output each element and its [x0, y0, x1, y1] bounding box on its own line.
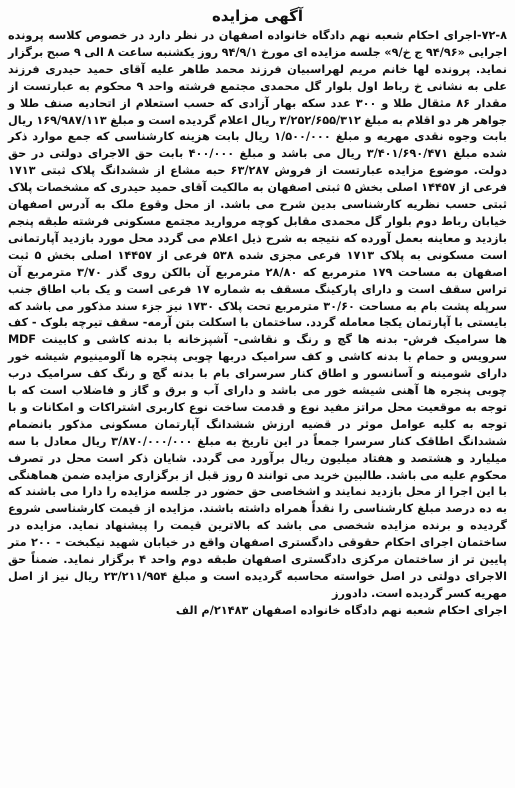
- notice-title: آگهی مزایده: [211, 7, 304, 25]
- notice-body: ۷۲-۸-اجرای احکام شعبه نهم دادگاه خانواده اصفهان در نظر دارد در خصوص کلاسه پرونده اجرایی «۹۴/۹۶ ج خ/۹» جلسه مزایده ای مورخ ۹۴/۹/۱ روز یکشنبه ساعت ۸ الی ۹ صبح برگزار نماید. پرونده لها خانم مریم لهراسبیان فرزند محمد طاهر علیه آقای حمید حیدری فرزند علی به نشانی خ رباط اول بلوار گل محمدی مجتمع فرشته واحد ۹ محکوم به عبارتست از مقدار ۸۶ مثقال طلا و ۳۰۰ عدد سکه بهار آزادی که حسب استعلام از اتحادیه صنف طلا و جواهر هر دو اقلام به مبلغ ۳/۲۵۲/۶۵۵/۳۱۲ ریال اعلام گردیده است و مبلغ ۱۶۹/۹۸۷/۱۱۳ ریال بابت وجوه نقدی مهریه و مبلغ ۱/۵۰۰/۰۰۰ ریال بابت هزینه کارشناسی که جمع موارد ذکر شده مبلغ ۳/۴۰۱/۶۹۰/۴۷۱ ریال می باشد و مبلغ ۴۰۰/۰۰۰ بابت حق الاجرای دولتی در حق دولت. موضوع مزایده عبارتست از فروش ۶۳/۲۸۷ حبه مشاع از ششدانگ پلاک ثبتی ۱۷۱۳ فرعی از ۱۴۴۵۷ اصلی بخش ۵ ثبتی اصفهان به مالکیت آقای حمید حیدری که مشخصات پلاک ثبتی حسب نظریه کارشناسی بدین شرح می باشد. از محل وقوع ملک به آدرس اصفهان خیابان رباط دوم بلوار گل محمدی مقابل کوچه مروارید مجتمع مسکونی فرشته طبقه پنجم بازدید و معاینه بعمل آورده که نتیجه به شرح ذیل اعلام می گردد محل مورد بازدید آپارتمانی است مسکونی به پلاک ۱۷۱۳ فرعی مجزی شده ۵۳۸ فرعی از ۱۴۴۵۷ اصلی بخش ۵ ثبت اصفهان به مساحت ۱۷۹ مترمربع که ۲۸/۸۰ مترمربع آن بالکن روی گذر ۳/۷۰ مترمربع آن تراس سقف است و دارای پارکینگ مسقف به شماره ۱۷ فرعی است و یک باب اطاق جنب سرپله پشت بام به مساحت ۳۰/۶۰ مترمربع تحت پلاک ۱۷۳۰ نیز جزء سند مذکور می باشد که بایستی با آپارتمان یکجا معامله گردد. ساختمان با اسکلت بتن آرمه- سقف تیرچه بلوک - کف ها سرامیک فرش- بدنه ها گچ و رنگ و نقاشی- آشپزخانه با بدنه کاشی و کابینت MDF سرویس و حمام با بدنه کاشی و کف سرامیک دربها چوبی پنجره ها آلومینیوم شیشه خور دارای شومینه و آسانسور و اطاق کنار سرسرای بام با بدنه گچ و رنگ کف سرامیک درب چوبی پنجره ها آهنی شیشه خور می باشد و دارای آب و برق و گاز و فاضلاب است که با توجه به موقعیت محل مراتز مفید نوع و قدمت ساخت نوع کاربری اشتراکات و امکانات و با توجه به کلیه عوامل موثر در قضیه ارزش ششدانگ آپارتمان مسکونی مذکور بانضمام ششدانگ اطاقک کنار سرسرا جمعاً در این تاریخ به مبلغ ۳/۸۷۰/۰۰۰/۰۰۰ ریال معادل با سه میلیارد و هشتصد و هفتاد میلیون ریال برآورد می گردد. شایان ذکر است محل در تصرف محکوم علیه می باشد. طالبین خرید می توانند ۵ روز قبل از برگزاری مزایده ضمن هماهنگی با این اجرا از محل بازدید نمایند و اشخاصی حق حضور در جلسه مزایده را دارا می باشند که به ده درصد مبلغ کارشناسی را نقداً همراه داشته باشند. مزایده از قیمت کارشناسی شروع گردیده و برنده مزایده شخصی می باشد که بالاترین قیمت را پیشنهاد نماید. مزایده در ساختمان اجرای احکام حقوقی دادگستری اصفهان واقع در خیابان شهید نیکبخت - ۲۰۰ متر پایین تر از ساختمان مرکزی دادگستری اصفهان طبقه دوم واحد ۴ برگزار نماید. ضمناً حق الاجرای دولتی در اصل خواسته محاسبه گردیده است و مبلغ ۲۳/۲۱۱/۹۵۴ ریال نیز از اصل مهریه کسر گردیده است. دادورز: [8, 29, 508, 600]
- notice-signature: اجرای احکام شعبه نهم دادگاه خانواده اصفهان ۲۱۴۸۳/م الف: [175, 603, 507, 617]
